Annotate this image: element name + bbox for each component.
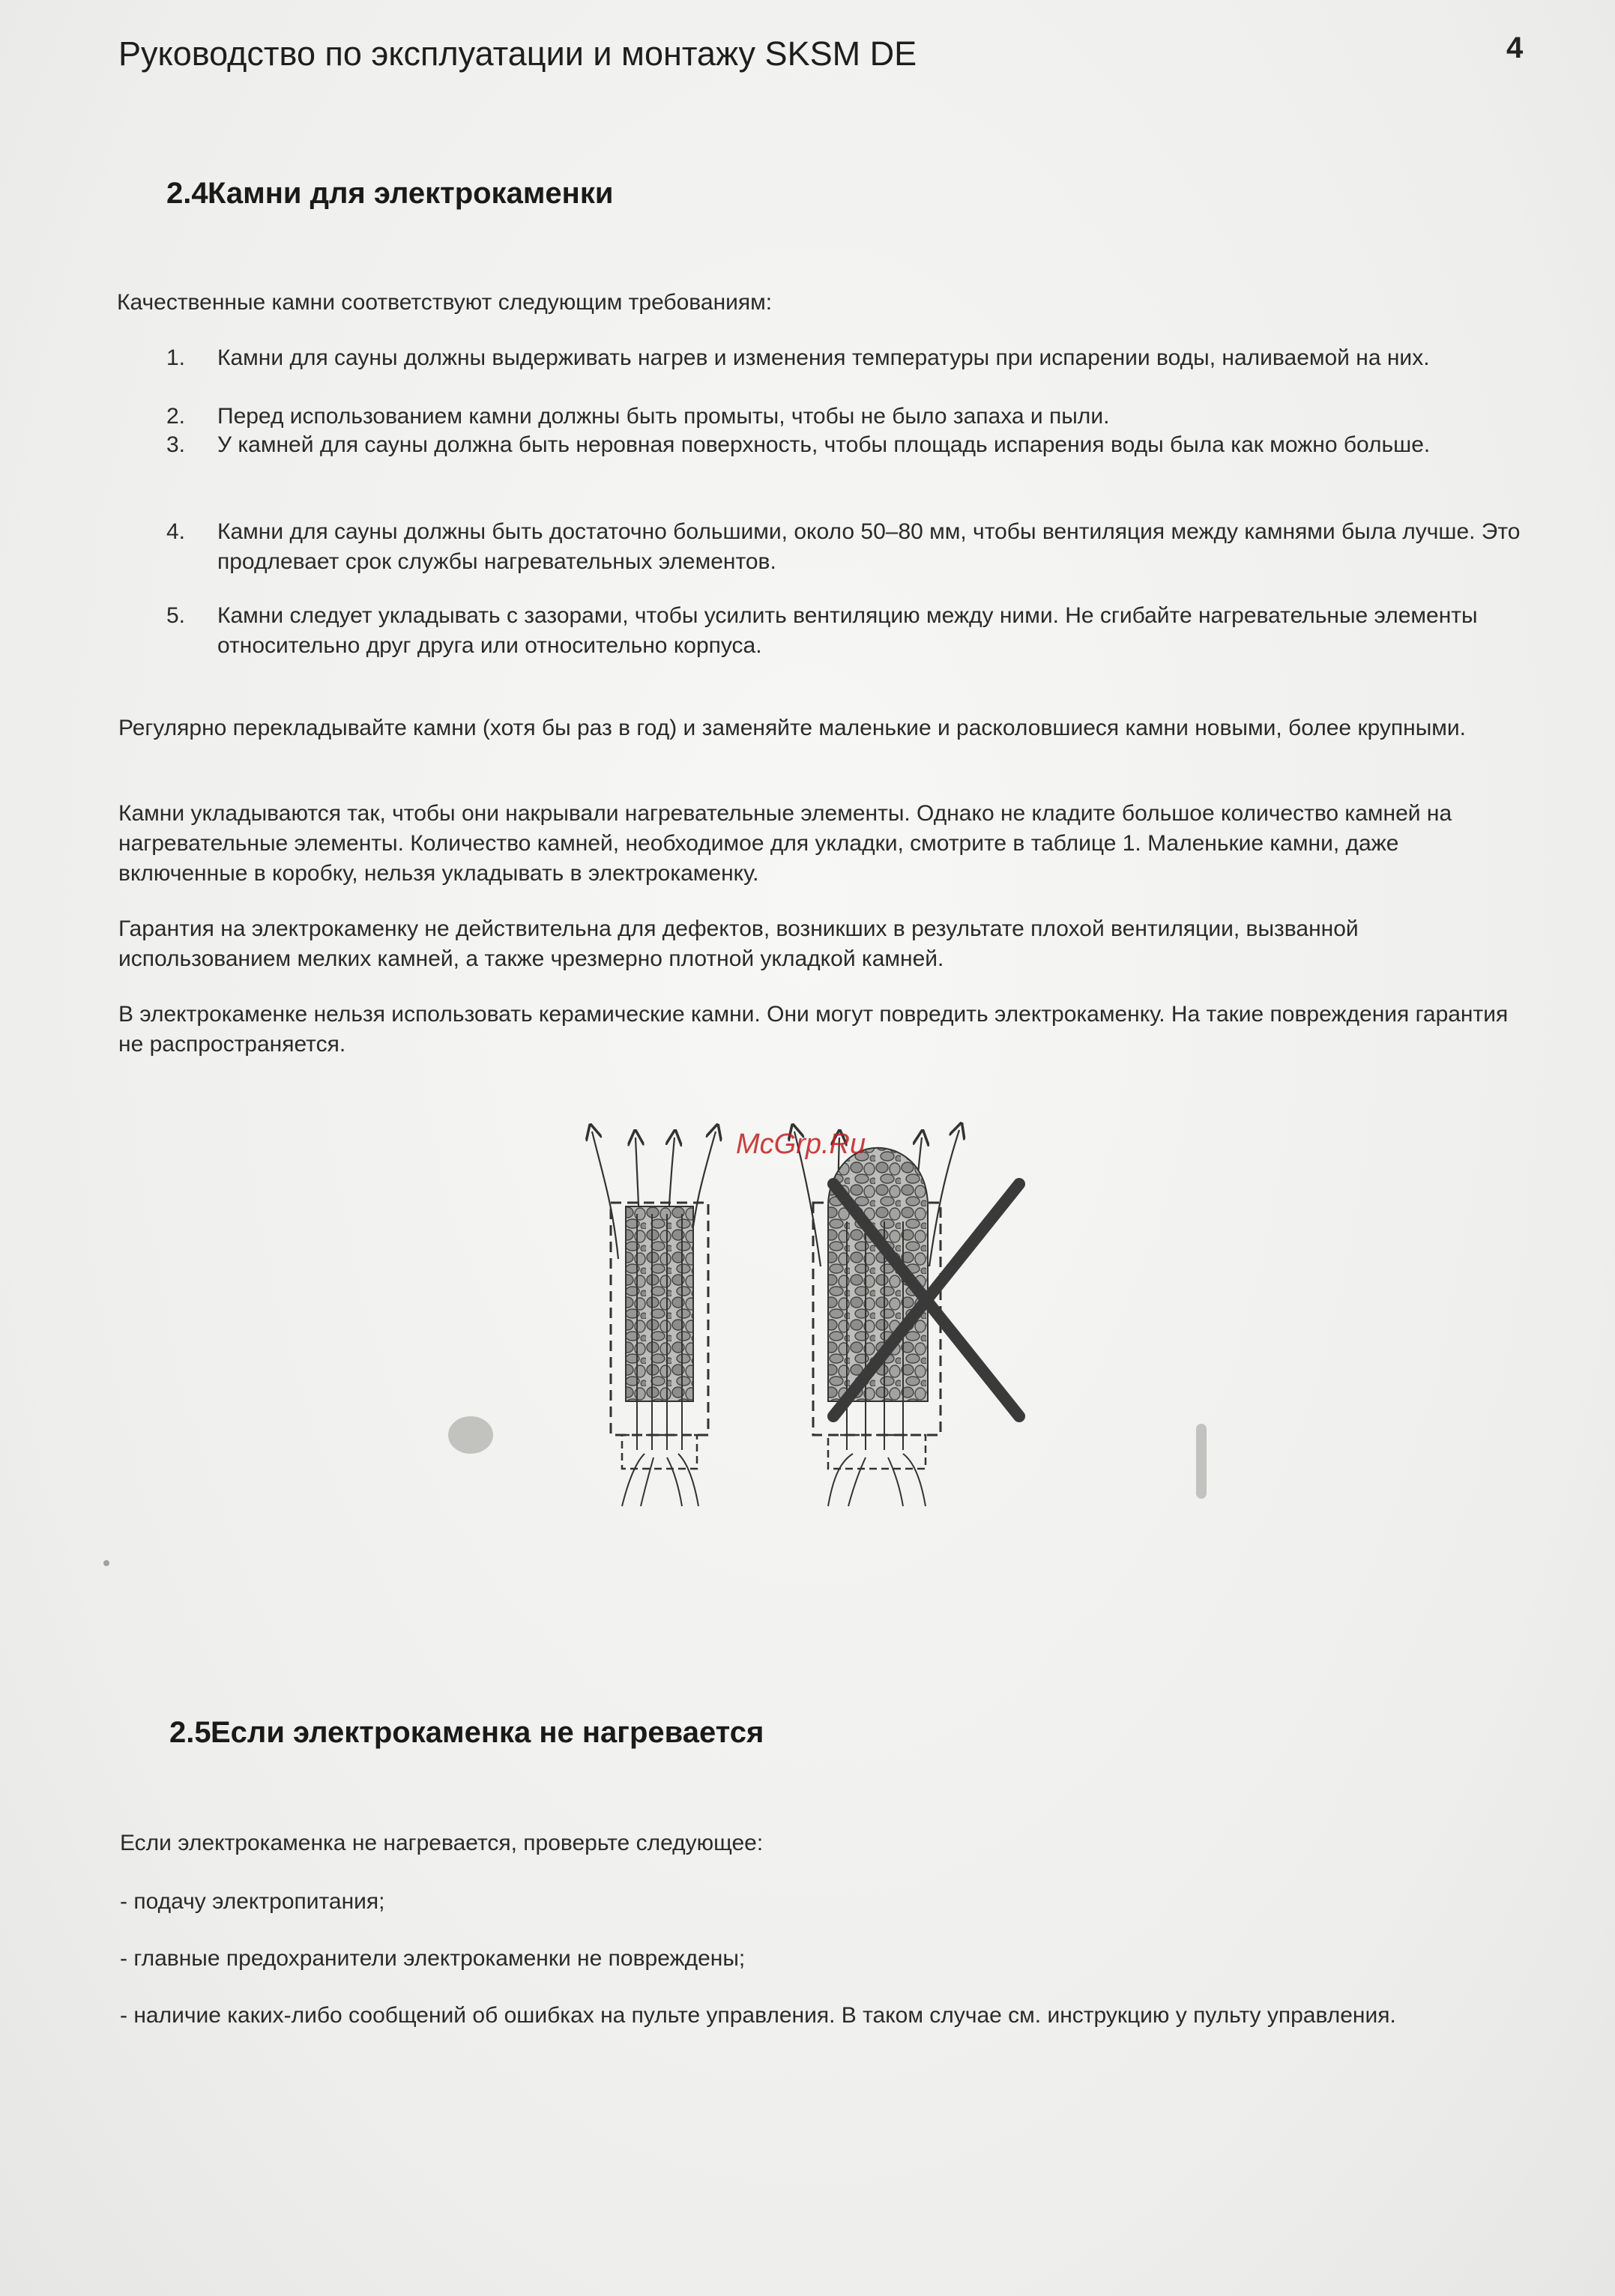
list-item-number: 3. <box>166 432 186 457</box>
list-item-text: Перед использованием камни должны быть промыты, чтобы не было запаха и пыли. <box>217 404 1110 429</box>
list-item-number: 5. <box>166 603 186 628</box>
list-item-number: 4. <box>166 519 186 544</box>
correct-stacking-heater <box>592 1132 716 1506</box>
list-item <box>166 402 1553 432</box>
section-number: 2.4. <box>166 177 217 210</box>
scan-speck <box>1196 1424 1207 1499</box>
document-header-title: Руководство по эксплуатации и монтажу SKSM DE <box>118 34 917 73</box>
section-2-5-heading <box>169 1716 764 1750</box>
scan-speck <box>448 1416 493 1454</box>
list-item <box>166 430 1553 490</box>
list-item-text: Камни для сауны должны выдерживать нагрев и изменения температуры при испарении воды, наливаемой на них. <box>217 345 1430 370</box>
paragraph-rearrange-stones: Регулярно перекладывайте камни (хотя бы раз в год) и заменяйте маленькие и расколовшиеся камни новыми, более крупными. <box>118 716 1467 740</box>
page-number: 4 <box>1506 31 1524 64</box>
stone-stacking-illustration <box>570 1117 1034 1514</box>
section-title: Камни для электрокаменки <box>208 177 614 210</box>
requirements-intro: Качественные камни соответствуют следующим требованиям: <box>117 290 773 315</box>
incorrect-stacking-heater <box>794 1130 1019 1506</box>
list-item-text: У камней для сауны должна быть неровная поверхность, чтобы площадь испарения воды была как можно больше. <box>217 432 1431 457</box>
list-item-text: Камни для сауны должны быть достаточно большими, около 50–80 мм, чтобы вентиляция между камнями была лучше. Это продлевает срок службы нагревательных элементов. <box>217 519 1521 574</box>
troubleshoot-intro: Если электрокаменка не нагревается, проверьте следующее: <box>120 1831 764 1855</box>
section-number: 2.5. <box>169 1716 220 1749</box>
scan-speck <box>103 1560 109 1566</box>
list-item <box>166 517 1553 577</box>
list-item-text: Камни следует укладывать с зазорами, чтобы усилить вентиляцию между ними. Не сгибайте нагревательные элементы относительно друг друга или относительно корпуса. <box>217 603 1478 658</box>
check-item: - наличие каких-либо сообщений об ошибках на пульте управления. В таком случае см. инструкцию у пульту управления. <box>120 2003 1396 2028</box>
paragraph-stone-placement: Камни укладываются так, чтобы они накрывали нагревательные элементы. Однако не кладите большое количество камней на нагревательные элементы. Количество камней, необходимое для укладки, смотрите в таблице 1. Маленькие камни, даже включенные в коробку, нельзя укладывать в электрокаменку. <box>118 801 1452 886</box>
list-item <box>166 343 1553 403</box>
paragraph-warranty: Гарантия на электрокаменку не действительна для дефектов, возникших в результате плохой вентиляции, вызванной использованием мелких камней, а также чрезмерно плотной укладкой камней. <box>118 916 1359 971</box>
section-2-4-heading <box>166 177 613 211</box>
check-item: - главные предохранители электрокаменки не повреждены; <box>120 1946 746 1971</box>
list-item-number: 2. <box>166 404 186 429</box>
list-item-number: 1. <box>166 345 186 370</box>
watermark-text: McGrp.Ru <box>736 1129 866 1160</box>
list-item <box>166 601 1553 661</box>
section-title: Если электрокаменка не нагревается <box>211 1716 764 1749</box>
paragraph-ceramic-stones: В электрокаменке нельзя использовать керамические камни. Они могут повредить электрокаменку. На такие повреждения гарантия не распространяется. <box>118 1002 1509 1057</box>
check-item: - подачу электропитания; <box>120 1889 385 1914</box>
